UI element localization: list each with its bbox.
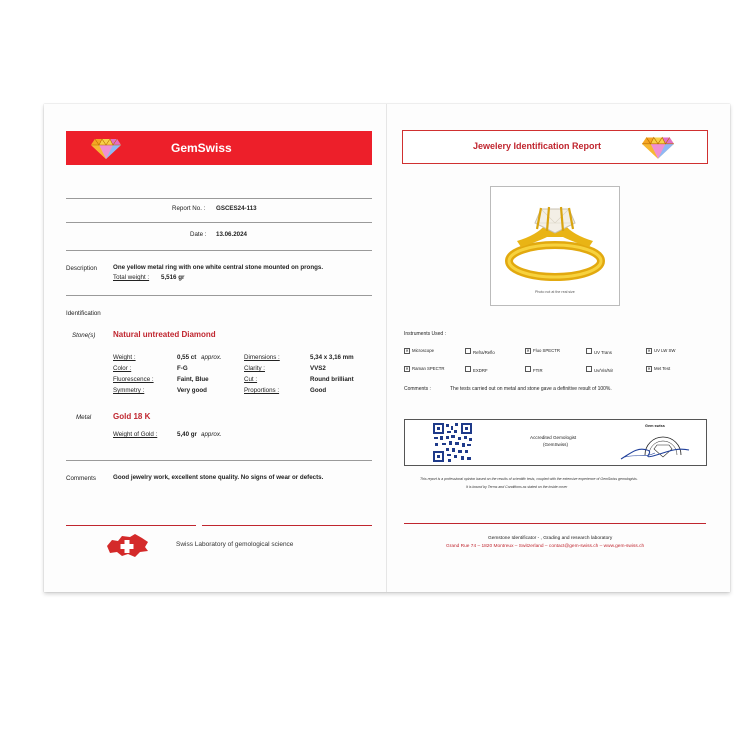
switzerland-map-icon	[104, 532, 150, 558]
dimensions-value: 5,34 x 3,16 mm	[310, 354, 354, 361]
metal-label: Metal	[76, 414, 92, 421]
diamond-logo-icon	[90, 136, 122, 160]
divider	[66, 222, 372, 223]
total-weight-value: 5,516 gr	[161, 274, 185, 281]
symmetry-value: Very good	[177, 387, 207, 394]
footer-divider	[404, 523, 706, 524]
clarity-value: VVS2	[310, 365, 326, 372]
stones-label: Stone(s)	[72, 332, 96, 339]
cut-label: Cut :	[244, 376, 258, 383]
checkbox-checked: ✕	[405, 348, 409, 353]
cut-value: Round brilliant	[310, 376, 354, 383]
instrument-uv-vis-nir: Uv/Vis/Nir	[586, 366, 613, 373]
divider	[66, 295, 372, 296]
gold-weight-value: 5,40 gr	[177, 431, 197, 438]
checkbox-checked: ✕	[526, 348, 530, 353]
description-label: Description	[66, 265, 97, 272]
proportions-value: Good	[310, 387, 327, 394]
checkbox-checked: ✕	[647, 366, 651, 371]
proportions-label: Proportions :	[244, 387, 280, 394]
instrument-exdrf: EXDRF	[465, 366, 488, 373]
date-label: Date :	[190, 231, 207, 238]
fluorescence-label: Fluorescence :	[113, 376, 154, 383]
instrument-microscope: ✕ Microscope	[405, 348, 434, 353]
instrument-ftir: FTIR	[525, 366, 543, 373]
ring-photo	[490, 186, 620, 306]
divider	[66, 460, 372, 461]
report-no-label: Report No. :	[172, 205, 206, 212]
weight-label: Weight :	[113, 354, 136, 361]
right-footer-line2: Grand Rue 74 – 1820 Montreux – Switzerland – contact@gem-swiss.ch – www.gem-swiss.ch	[446, 544, 645, 549]
divider	[66, 250, 372, 251]
ring-image	[497, 195, 613, 291]
weight-value: 0,55 ct	[177, 354, 197, 361]
gold-weight-label: Weight of Gold :	[113, 431, 158, 438]
qr-code-icon	[432, 422, 473, 463]
description-text: One yellow metal ring with one white central stone mounted on prongs.	[113, 264, 324, 271]
right-footer-line1: Gemstone Identificator - , Grading and research laboratory	[488, 536, 613, 541]
diamond-logo-icon	[641, 134, 675, 160]
certificate-sheet	[44, 104, 730, 592]
checkbox-checked: ✕	[405, 366, 409, 371]
accredited-line1: Accredited Gemologist	[530, 435, 577, 440]
gold-weight-approx: approx.	[201, 431, 222, 438]
total-weight-label: Total weight :	[113, 274, 150, 281]
checkbox-checked: ✕	[647, 348, 651, 353]
checkbox-unchecked	[586, 366, 592, 372]
report-title-box	[402, 130, 708, 164]
accreditation-box	[404, 419, 707, 466]
weight-approx: approx.	[201, 354, 222, 361]
page-fold	[386, 104, 387, 592]
stone-name: Natural untreated Diamond	[113, 330, 216, 339]
left-footer-text: Swiss Laboratory of gemological science	[176, 541, 294, 548]
stamp-text: Gem swiss	[645, 424, 665, 428]
instrument-fluo-spectr: ✕ Fluo SPECTR	[526, 348, 560, 353]
footer-divider	[66, 525, 196, 526]
instrument-refra-reflo: Refra/Reflo	[465, 348, 495, 355]
instrument-uv-lw-sw: ✕ UV LW SW	[647, 348, 676, 353]
accredited-line2: (GemSwiss)	[543, 442, 569, 447]
metal-name: Gold 18 K	[113, 412, 151, 421]
footer-divider	[202, 525, 372, 526]
symmetry-label: Symmetry :	[113, 387, 145, 394]
color-label: Color :	[113, 365, 132, 372]
identification-label: Identification	[66, 310, 101, 317]
dimensions-label: Dimensions :	[244, 354, 280, 361]
right-comments-text: The tests carried out on metal and stone gave a definitive result of 100%.	[450, 386, 612, 392]
disclaimer-line1: This report is a professional opinion based on the results of scientific tests, coupled with the extensive experience of GemSwiss gemologists.	[420, 477, 638, 481]
checkbox-unchecked	[465, 366, 471, 372]
checkbox-unchecked	[586, 348, 592, 354]
comments-label: Comments	[66, 475, 96, 482]
photo-caption: Photo not at the real size	[535, 290, 575, 294]
instrument-met-test: ✕ Met Test	[647, 366, 671, 371]
checkbox-unchecked	[525, 366, 531, 372]
report-title: Jewelery Identification Report	[473, 141, 602, 151]
divider	[66, 198, 372, 199]
date-value: 13.06.2024	[216, 231, 247, 238]
brand-name: GemSwiss	[171, 141, 232, 155]
checkbox-unchecked	[465, 348, 471, 354]
report-no-value: GSCES24-113	[216, 205, 257, 212]
instruments-label: Instruments Used :	[404, 331, 446, 337]
comments-text: Good jewelry work, excellent stone quality. No signs of wear or defects.	[113, 474, 324, 481]
right-comments-label: Comments :	[404, 386, 431, 392]
color-value: F-G	[177, 365, 188, 372]
instrument-raman-spectr: ✕ Raman SPECTR	[405, 366, 445, 371]
instrument-uv-trans: UV Trans	[586, 348, 612, 355]
disclaimer-line2: It is bound by Terms and Conditions as stated on the inside cover	[466, 485, 568, 489]
clarity-label: Clarity :	[244, 365, 265, 372]
signature-stamp-icon	[619, 423, 691, 463]
brand-banner	[66, 131, 372, 165]
fluorescence-value: Faint, Blue	[177, 376, 209, 383]
